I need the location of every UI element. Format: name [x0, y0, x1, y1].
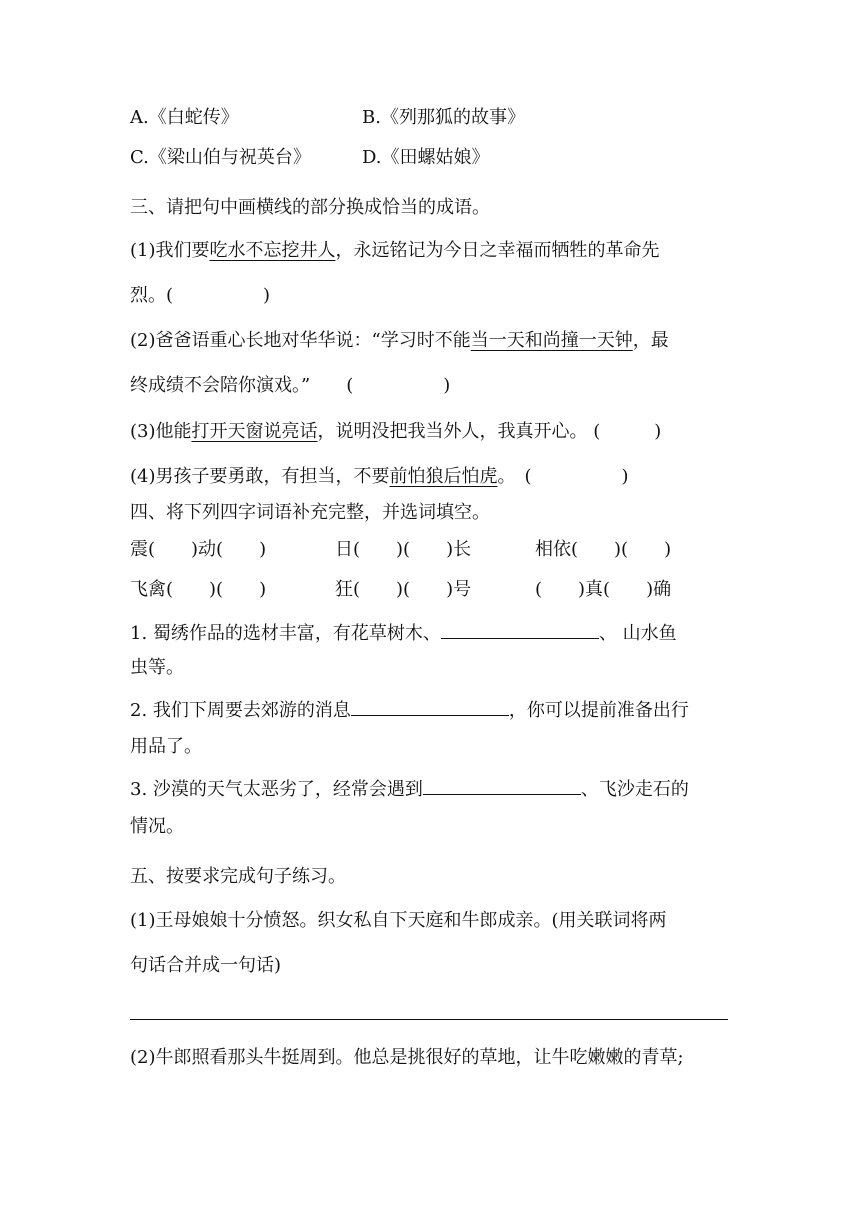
option-b: B.《列那狐的故事》: [362, 107, 525, 128]
fill-sentence-2-cont: 用品了。: [130, 736, 202, 757]
s3-q2-line1: (2)爸爸语重心长地对华华说：“学习时不能当一天和尚撞一天钟，最: [130, 330, 669, 351]
idiom-2-1: 飞禽( )( ): [130, 579, 267, 600]
idiom-1-1: 震( )动( ): [130, 539, 267, 560]
idiom-1-2: 日( )( )长: [335, 539, 472, 560]
s3-q1-line2: 烈。( ): [130, 285, 271, 306]
idiom-2-2: 狂( )( )号: [335, 579, 472, 600]
underlined-phrase: 前怕狼后怕虎: [389, 466, 498, 487]
s3-q2-line2: 终成绩不会陪你演戏。” ( ): [130, 375, 451, 396]
s5-q2-line1: (2)牛郎照看那头牛挺周到。他总是挑很好的草地，让牛吃嫩嫩的青草;: [130, 1047, 684, 1068]
fill-sentence-2: 2. 我们下周要去郊游的消息 ，你可以提前准备出行: [130, 697, 689, 723]
answer-blank[interactable]: [423, 776, 581, 795]
idiom-1-3: 相依( )( ): [535, 539, 672, 560]
underlined-phrase: 当一天和尚撞一天钟: [470, 330, 633, 351]
section4-title: 四、将下列四字词语补充完整，并选词填空。: [130, 502, 490, 523]
underlined-phrase: 吃水不忘挖井人: [209, 240, 336, 261]
s3-q4: (4)男孩子要勇敢，有担当，不要前怕狼后怕虎。 ( ): [130, 466, 629, 487]
underlined-phrase: 打开天窗说亮话: [191, 421, 318, 442]
fill-sentence-3-cont: 情况。: [130, 816, 184, 837]
fill-sentence-3: 3. 沙漠的天气太恶劣了，经常会遇到 、飞沙走石的: [130, 776, 689, 802]
option-c: C.《梁山伯与祝英台》: [130, 147, 311, 168]
s3-q1-line1: (1)我们要吃水不忘挖井人，永远铭记为今日之幸福而牺牲的革命先: [130, 240, 660, 261]
idiom-2-3: ( )真( )确: [535, 579, 672, 600]
answer-blank[interactable]: [351, 697, 509, 716]
s5-q1-line1: (1)王母娘娘十分愤怒。织女私自下天庭和牛郎成亲。(用关联词将两: [130, 910, 667, 931]
answer-blank[interactable]: [441, 620, 599, 639]
section5-title: 五、按要求完成句子练习。: [130, 866, 346, 887]
section3-title: 三、请把句中画横线的部分换成恰当的成语。: [130, 197, 490, 218]
option-a: A.《白蛇传》: [130, 107, 239, 128]
fill-sentence-1: 1. 蜀绣作品的选材丰富，有花草树木、 、 山水鱼: [130, 620, 677, 646]
answer-line[interactable]: [130, 1019, 728, 1020]
option-d: D.《田螺姑娘》: [362, 147, 490, 168]
s5-q1-line2: 句话合并成一句话): [130, 955, 282, 976]
s3-q3: (3)他能打开天窗说亮话，说明没把我当外人，我真开心。 ( ): [130, 421, 662, 442]
fill-sentence-1-cont: 虫等。: [130, 657, 184, 678]
